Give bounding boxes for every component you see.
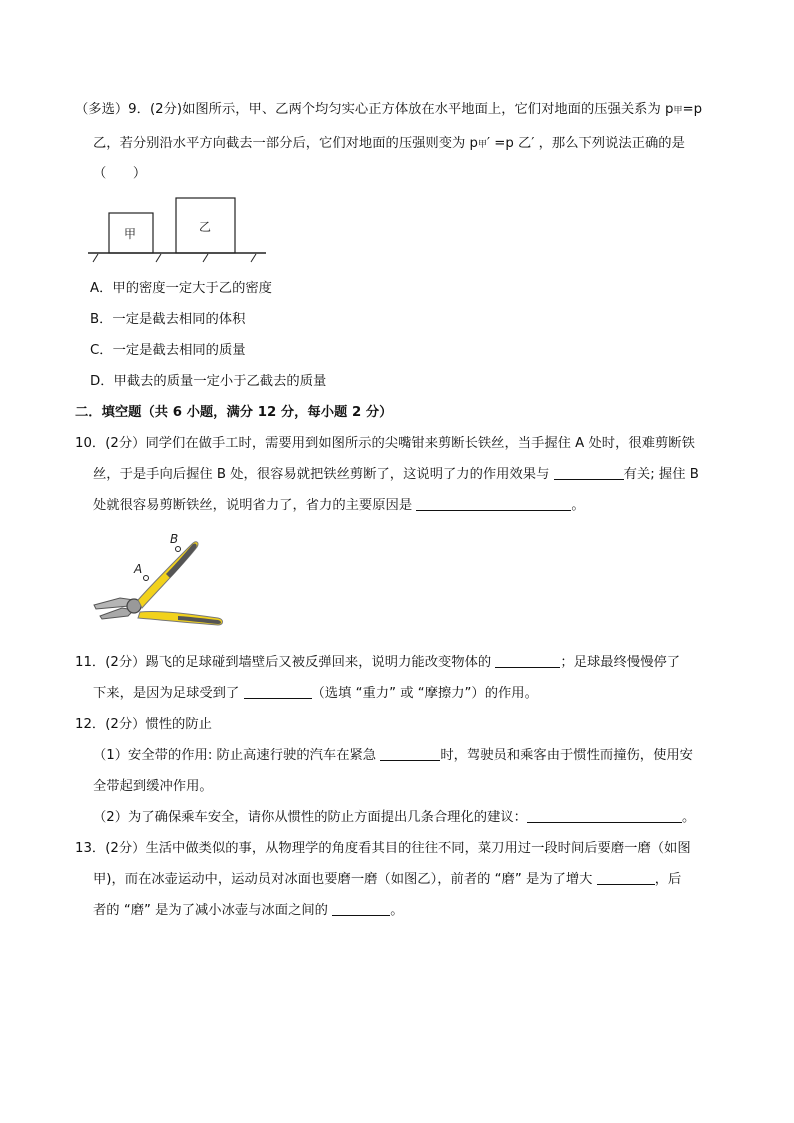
label-a: A [134, 562, 143, 576]
q10-line3: 处就很容易剪断铁丝，说明省力了，省力的主要原因是 。 [93, 498, 585, 513]
q9-line2: 乙，若分别沿水平方向截去一部分后，它们对地面的压强则变为 p甲′ =p 乙′ ，那么下列说法正确的是 [93, 136, 685, 151]
blank-q11-2[interactable] [244, 684, 312, 699]
ground-hatch [93, 254, 256, 262]
q11-line1: 11．(2分）踢飞的足球碰到墙壁后又被反弹回来，说明力能改变物体的 ；足球最终慢慢停了 [75, 655, 681, 670]
pliers-figure [90, 530, 230, 630]
blank-q10-2[interactable] [416, 496, 571, 511]
section-title: 二．填空题（共 6 小题，满分 12 分，每小题 2 分） [75, 405, 393, 420]
q9-option-a: A．甲的密度一定大于乙的密度 [90, 281, 272, 296]
label-jia: 甲 [124, 227, 137, 241]
q11-line2: 下来，是因为足球受到了 （选填 “重力” 或 “摩擦力”）的作用。 [93, 686, 538, 701]
q13-line3: 者的 “磨” 是为了减小冰壶与冰面之间的 。 [93, 903, 404, 918]
q9-option-d: D．甲截去的质量一定小于乙截去的质量 [90, 374, 327, 389]
q12-sub1-line2: 全带起到缓冲作用。 [93, 779, 213, 794]
label-b: B [170, 532, 179, 546]
label-yi: 乙 [199, 220, 212, 234]
point-b [176, 547, 181, 552]
q9-figure [88, 194, 268, 266]
q10-line1: 10．(2分）同学们在做手工时，需要用到如图所示的尖嘴钳来剪断长铁丝，当手握住 A 处时，很难剪断铁 [75, 436, 695, 451]
q13-line2: 甲)，而在冰壶运动中，运动员对冰面也要磨一磨（如图乙），前者的 “磨” 是为了增大 ，后 [93, 872, 682, 887]
pliers-handle-upper-grip [166, 544, 197, 578]
blank-q11-1[interactable] [495, 653, 560, 668]
q10-line2: 丝，于是手向后握住 B 处，很容易就把铁丝剪断了，这说明了力的作用效果与 有关; 握住 B [93, 467, 699, 482]
blank-q13-1[interactable] [597, 870, 655, 885]
q12-sub2: （2）为了确保乘车安全，请你从惯性的防止方面提出几条合理化的建议： 。 [93, 810, 696, 825]
q9-line1: （多选）9．(2分)如图所示，甲、乙两个均匀实心正方体放在水平地面上，它们对地面的压强关系为 p甲=p [75, 102, 703, 117]
blank-q12-1[interactable] [380, 746, 440, 761]
blank-q13-2[interactable] [332, 901, 390, 916]
q12-sub1: （1）安全带的作用: 防止高速行驶的汽车在紧急 时，驾驶员和乘客由于惯性而撞伤，使用安 [93, 748, 693, 763]
q9-line3: （ ） [93, 166, 147, 181]
point-a [144, 576, 149, 581]
q9-option-c: C．一定是截去相同的质量 [90, 343, 246, 358]
q12-line1: 12．(2分）惯性的防止 [75, 717, 212, 732]
blank-q12-2[interactable] [527, 808, 682, 823]
q9-option-b: B．一定是截去相同的体积 [90, 312, 246, 327]
q13-line1: 13．(2分）生活中做类似的事，从物理学的角度看其目的往往不同，菜刀用过一段时间后要磨一磨（如图 [75, 841, 691, 856]
blank-q10-1[interactable] [554, 465, 624, 480]
